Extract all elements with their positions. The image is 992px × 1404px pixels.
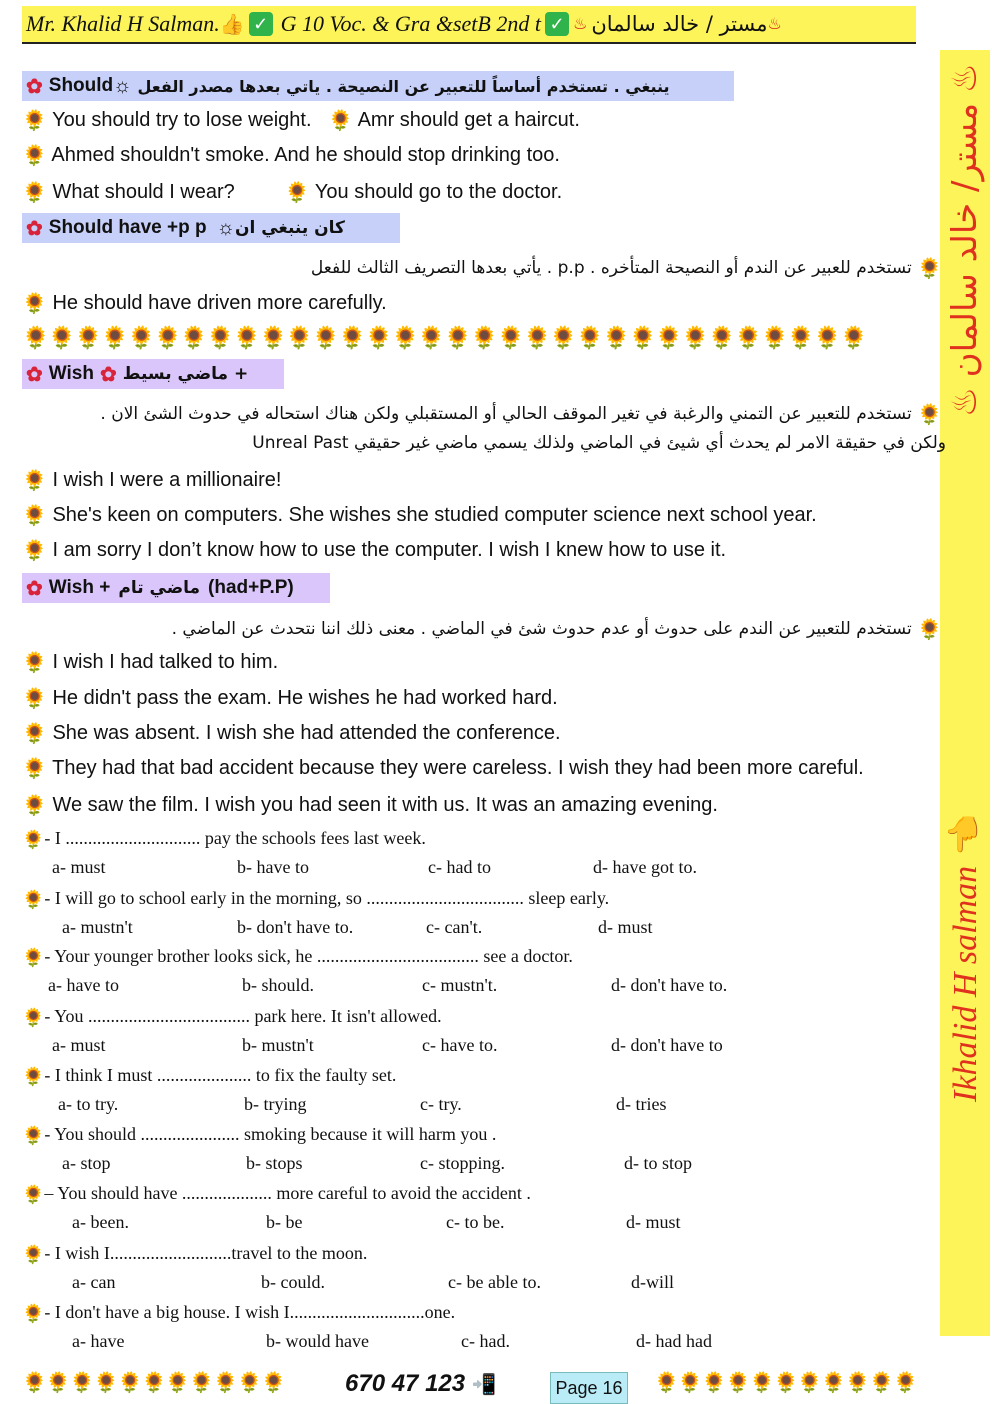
answer-option-a[interactable]: a- have to <box>48 975 119 995</box>
answer-option-d[interactable]: d- don't have to. <box>611 975 728 995</box>
sunflower-icon: 🌻 <box>22 505 47 527</box>
question-stem <box>22 946 573 968</box>
check-icon: ✓ <box>545 12 569 36</box>
answer-option-b[interactable]: b- be <box>266 1212 303 1232</box>
sunflower-icon: 🌻 <box>22 1007 45 1028</box>
sunflower-icon: 🌻 <box>917 617 942 641</box>
example-line <box>22 721 561 746</box>
sunflower-divider: 🌻🌻🌻🌻🌻🌻🌻🌻🌻🌻🌻 <box>22 1372 285 1394</box>
arabic-note <box>172 617 942 641</box>
question-stem <box>22 888 609 910</box>
check-icon: ✓ <box>249 12 273 36</box>
answer-option-a[interactable]: a- stop <box>62 1153 111 1173</box>
wish-past-heading-ar: ماضي تام <box>118 578 201 598</box>
example-line <box>22 538 726 563</box>
sunflower-icon: 🌻 <box>22 688 47 710</box>
answer-option-b[interactable]: b- stops <box>246 1153 303 1173</box>
answer-option-a[interactable]: a- to try. <box>58 1094 119 1114</box>
example-text: She's keen on computers. She wishes she studied computer science next school year. <box>52 503 817 526</box>
answer-option-c[interactable]: c- have to. <box>422 1035 498 1055</box>
answer-option-c[interactable]: c- to be. <box>446 1212 505 1232</box>
example-line <box>22 291 387 316</box>
sunflower-icon: 🌻 <box>22 540 47 562</box>
question-stem <box>22 1243 367 1265</box>
example-text: We saw the film. I wish you had seen it with us. It was an amazing evening. <box>52 793 718 816</box>
example-text: He didn't pass the exam. He wishes he had worked hard. <box>52 686 558 709</box>
question-text: - Your younger brother looks sick, he .................................... see a doctor. <box>44 946 573 966</box>
answer-option-c[interactable]: c- be able to. <box>448 1272 541 1292</box>
sunflower-icon: 🌻 <box>22 1066 45 1087</box>
answer-option-a[interactable]: a- must <box>52 1035 106 1055</box>
example-text: I am sorry I don’t know how to use the computer. I wish I knew how to use it. <box>52 538 727 561</box>
answer-option-b[interactable]: b- should. <box>242 975 314 995</box>
example-text: I wish I were a millionaire! <box>52 468 282 491</box>
hibiscus-icon: ✿ <box>26 577 43 600</box>
sunflower-icon: 🌻 <box>328 110 354 132</box>
header-arabic-name: مستر / خالد سالمان <box>591 12 768 36</box>
answer-option-a[interactable]: a- been. <box>72 1212 129 1232</box>
wish-heading-ar: ماضي بسيط + <box>122 364 249 384</box>
sunflower-icon: 🌻 <box>22 947 45 968</box>
example-text: He should have driven more carefully. <box>52 291 387 314</box>
hot-springs-icon: ♨ <box>945 63 985 94</box>
hibiscus-icon: ✿ <box>26 217 43 240</box>
answer-option-b[interactable]: b- don't have to. <box>237 917 354 937</box>
answer-option-d[interactable]: d- must <box>598 917 653 937</box>
example-line <box>22 468 281 493</box>
answer-option-d[interactable]: d- had had <box>636 1331 712 1351</box>
header-bar <box>22 6 916 44</box>
hot-springs-icon: ♨ <box>572 16 588 33</box>
pointing-hand-icon: 👈 <box>946 814 984 857</box>
arabic-note-text: تستخدم للتعبير عن الندم على حدوث أو عدم حدوث شئ في الماضي . معنى ذلك اننا نتحدث عن الماضي . <box>171 619 912 639</box>
sunflower-icon: 🌻 <box>22 889 45 910</box>
sunflower-icon: 🌻 <box>917 256 942 280</box>
should-have-heading <box>22 213 400 243</box>
answer-option-d[interactable]: d-will <box>631 1272 674 1292</box>
wish-heading-en: Wish <box>48 363 94 384</box>
sunflower-icon: 🌻 <box>22 1184 45 1205</box>
answer-option-d[interactable]: d- to stop <box>624 1153 693 1173</box>
example-line <box>22 686 558 711</box>
question-text: - You should ...................... smoking because it will harm you . <box>44 1124 497 1144</box>
example-text: They had that bad accident because they were careless. I wish they had been more careful. <box>52 756 864 779</box>
sunflower-icon: 🌻 <box>22 470 47 492</box>
answer-option-a[interactable]: a- must <box>52 857 106 877</box>
question-text: - I .............................. pay the schools fees last week. <box>44 828 426 848</box>
should-heading <box>22 71 734 101</box>
header-course: G 10 Voc. & Gra &setB 2nd t <box>280 11 541 36</box>
answer-option-c[interactable]: c- mustn't. <box>422 975 498 995</box>
question-text: - I wish I...........................travel to the moon. <box>44 1243 368 1263</box>
hibiscus-icon: ✿ <box>99 363 117 386</box>
sunflower-icon: 🌻 <box>22 795 47 817</box>
example-text: What should I wear? <box>52 180 235 203</box>
should-have-heading-en: Should have +p p <box>48 217 207 238</box>
sunflower-icon: 🌻 <box>22 182 47 204</box>
answer-option-c[interactable]: c- had. <box>461 1331 510 1351</box>
question-stem <box>22 1006 442 1028</box>
example-line <box>22 108 580 133</box>
sun-icon: ☼ <box>216 216 235 239</box>
sunflower-divider: 🌻🌻🌻🌻🌻🌻🌻🌻🌻🌻🌻🌻🌻🌻🌻🌻🌻🌻🌻🌻🌻🌻🌻🌻🌻🌻🌻🌻🌻🌻🌻🌻 <box>22 325 867 350</box>
question-text: - I think I must ..................... to fix the faulty set. <box>44 1065 397 1085</box>
example-line <box>22 793 718 818</box>
arabic-note-text: تستخدم للتعبير عن التمني والرغبة في تغير الموقف الحالي أو المستقبلي ولكن هناك استحاله في حدوث الشئ الان . <box>100 404 912 424</box>
answer-option-c[interactable]: c- had to <box>428 857 491 877</box>
hibiscus-icon: ✿ <box>26 363 43 386</box>
answer-option-b[interactable]: b- have to <box>237 857 309 877</box>
sunflower-icon: 🌻 <box>22 652 47 674</box>
sunflower-icon: 🌻 <box>22 110 47 132</box>
example-text: I wish I had talked to him. <box>52 650 279 673</box>
sunflower-icon: 🌻 <box>284 182 310 204</box>
wish-heading <box>22 359 284 389</box>
question-text: - I will go to school early in the morning, so ................................... sleep early. <box>44 888 610 908</box>
arabic-note-text: ولكن في حقيقة الامر لم يحدث أي شيئ في الماضي ولذلك يسمي ماضي غير حقيقي Unreal Past <box>252 433 946 453</box>
answer-option-a[interactable]: a- mustn't <box>62 917 133 937</box>
side-banner <box>940 50 990 1336</box>
should-heading-en: Should <box>48 75 114 96</box>
wish-past-heading <box>22 573 330 603</box>
sunflower-icon: 🌻 <box>917 402 942 426</box>
wish-past-heading-tail: (had+P.P) <box>208 577 294 598</box>
answer-option-c[interactable]: c- try. <box>420 1094 462 1114</box>
example-line <box>22 143 560 168</box>
example-text: She was absent. I wish she had attended the conference. <box>52 721 561 744</box>
question-stem <box>22 828 426 850</box>
side-banner-english: Ikhalid H salman <box>947 865 984 1102</box>
example-text: Amr should get a haircut. <box>357 108 580 131</box>
question-text: - You .................................... park here. It isn't allowed. <box>44 1006 442 1026</box>
phone-number <box>345 1370 497 1398</box>
answer-option-b[interactable]: b- mustn't <box>242 1035 314 1055</box>
example-line <box>22 756 864 781</box>
arabic-note-text: تستخدم للعبير عن الندم أو النصيحة المتأخره . p.p . يأتي بعدها التصريف الثالث للفعل <box>310 258 912 278</box>
mobile-phone-icon: 📲 <box>471 1374 497 1396</box>
answer-option-b[interactable]: b- could. <box>261 1272 325 1292</box>
arabic-note <box>252 433 946 453</box>
sunflower-icon: 🌻 <box>22 1244 45 1265</box>
question-stem <box>22 1183 531 1205</box>
page-number: Page 16 <box>550 1372 628 1404</box>
arabic-note <box>100 402 942 426</box>
example-text: You should try to lose weight. <box>52 108 312 131</box>
sunflower-divider: 🌻🌻🌻🌻🌻🌻🌻🌻🌻🌻🌻 <box>654 1372 917 1394</box>
example-line <box>22 180 562 205</box>
hot-springs-icon: ♨ <box>767 16 782 33</box>
answer-option-a[interactable]: a- have <box>72 1331 125 1351</box>
answer-option-d[interactable]: d- don't have to <box>611 1035 723 1055</box>
should-heading-ar: ينبغي . تستخدم أساساً للتعبير عن النصيحة . ياتي بعدها مصدر الفعل <box>137 76 670 96</box>
question-stem <box>22 1124 496 1146</box>
answer-option-a[interactable]: a- can <box>72 1272 116 1292</box>
question-text: - I don't have a big house. I wish I..............................one. <box>44 1302 456 1322</box>
sunflower-icon: 🌻 <box>22 1125 45 1146</box>
sunflower-icon: 🌻 <box>22 145 47 167</box>
sunflower-icon: 🌻 <box>22 723 47 745</box>
example-line <box>22 503 817 528</box>
answer-option-b[interactable]: b- would have <box>266 1331 369 1351</box>
question-text: – You should have .................... more careful to avoid the accident . <box>44 1183 531 1203</box>
sunflower-icon: 🌻 <box>22 758 47 780</box>
arabic-note <box>311 256 942 280</box>
should-have-heading-ar: كان ينبغي ان <box>234 218 345 238</box>
phone-number-text: 670 47 123 <box>345 1370 466 1397</box>
example-line <box>22 650 278 675</box>
answer-option-c[interactable]: c- stopping. <box>420 1153 505 1173</box>
hot-springs-icon: ♨ <box>945 386 985 418</box>
answer-option-d[interactable]: d- tries <box>616 1094 667 1114</box>
example-text: You should go to the doctor. <box>314 180 563 203</box>
question-stem <box>22 1302 455 1324</box>
header-author: Mr. Khalid H Salman. <box>26 11 220 36</box>
sun-icon: ☼ <box>113 74 132 97</box>
sunflower-icon: 🌻 <box>22 293 47 315</box>
question-stem <box>22 1065 396 1087</box>
answer-option-d[interactable]: d- must <box>626 1212 681 1232</box>
answer-option-d[interactable]: d- have got to. <box>593 857 697 877</box>
answer-option-c[interactable]: c- can't. <box>426 917 483 937</box>
pointing-hand-icon: 👍 <box>219 13 245 36</box>
sunflower-icon: 🌻 <box>22 829 45 850</box>
wish-past-heading-en: Wish + <box>48 577 111 598</box>
answer-option-b[interactable]: b- trying <box>244 1094 307 1114</box>
example-text: Ahmed shouldn't smoke. And he should stop drinking too. <box>51 143 560 166</box>
sunflower-icon: 🌻 <box>22 1303 45 1324</box>
hibiscus-icon: ✿ <box>26 75 43 98</box>
side-banner-arabic: مستر/ خالد سالمان <box>945 102 985 378</box>
